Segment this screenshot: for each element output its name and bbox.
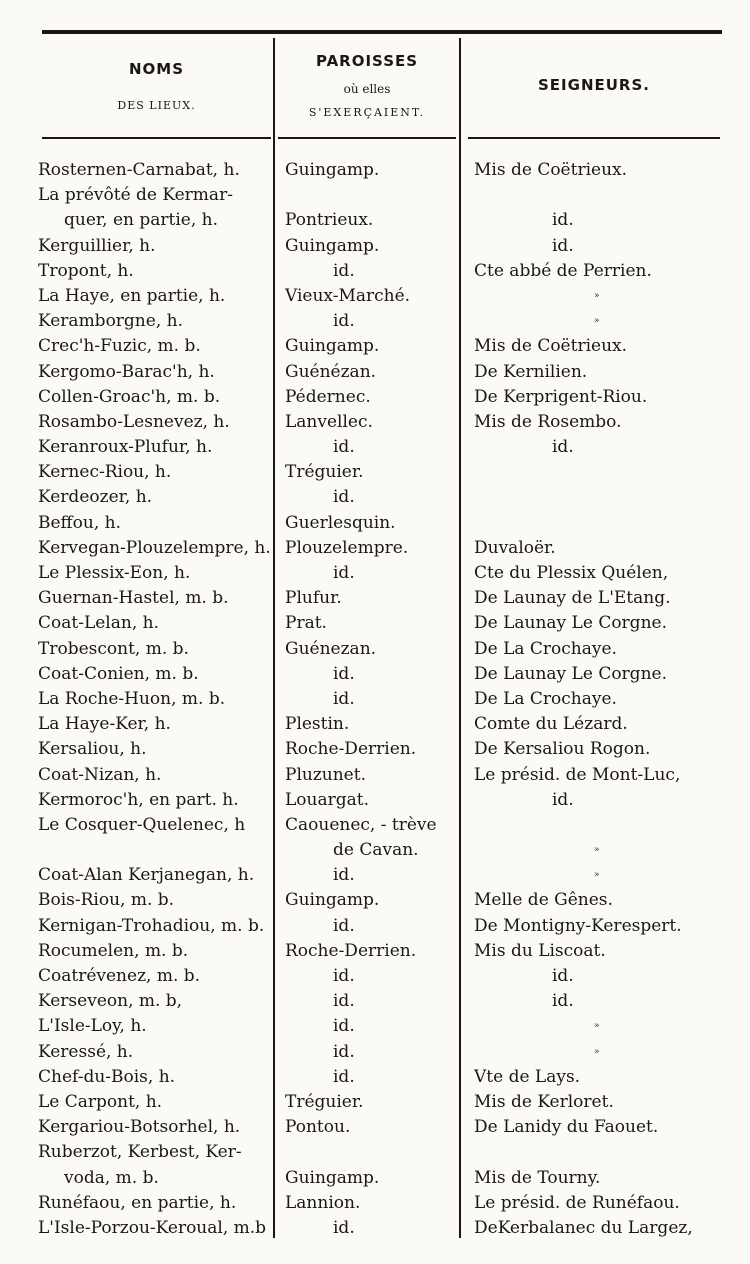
cell-paroisse: Guingamp. [285,890,380,911]
table-row [0,989,750,1014]
cell-paroisse: Guerlesquin. [285,512,396,533]
cell-seigneur: Comte du Lézard. [474,714,628,735]
cell-paroisse: Plufur. [285,588,342,609]
table-row [0,309,750,334]
header-paroisses-sub2: S'EXERÇAIENT. [308,106,426,119]
cell-lieu: Bois-Riou, m. b. [38,890,175,911]
table-row [0,611,750,636]
cell-lieu: quer, en partie, h. [64,210,219,231]
cell-lieu: Chef-du-Bois, h. [38,1066,176,1087]
header-paroisses: PAROISSES [315,52,419,70]
top-rule [42,30,722,34]
cell-lieu: Kergariou-Botsorhel, h. [38,1117,241,1138]
cell-paroisse: Tréguier. [285,462,364,483]
cell-seigneur: id. [552,235,574,256]
table-row [0,435,750,460]
cell-seigneur: De Kerprigent-Riou. [474,386,648,407]
table-row [0,964,750,989]
cell-paroisse: id. [333,563,355,583]
cell-seigneur: » [594,870,600,881]
table-row [0,360,750,385]
cell-paroisse: id. [333,1041,355,1062]
cell-lieu: Keressé, h. [38,1041,134,1062]
header-rule-3 [468,137,720,139]
cell-seigneur: De La Crochaye. [474,688,617,709]
cell-lieu: Rocumelen, m. b. [38,940,189,961]
table-row [0,536,750,561]
cell-lieu: Rosternen-Carnabat, h. [38,160,240,180]
cell-paroisse: id. [333,311,355,332]
table-row [0,234,750,259]
cell-lieu: Kersaliou, h. [38,739,147,760]
cell-seigneur: Le présid. de Runéfaou. [474,1192,680,1213]
table-row [0,385,750,410]
table-row [0,712,750,737]
table-row [0,410,750,435]
cell-paroisse: Guingamp. [285,1167,380,1188]
cell-paroisse: id. [333,260,355,281]
cell-lieu: Kerdeozer, h. [38,487,153,508]
table-row [0,1065,750,1090]
table-row [0,460,750,485]
table-row [0,1090,750,1115]
cell-seigneur: id. [552,210,574,231]
cell-lieu: voda, m. b. [64,1167,159,1188]
cell-lieu: Trobescont, m. b. [38,638,189,659]
cell-seigneur: DeKerbalanec du Largez, [474,1217,693,1238]
cell-lieu: Runéfaou, en partie, h. [38,1192,237,1213]
cell-seigneur: De Montigny-Kerespert. [474,915,682,936]
table-row [0,687,750,712]
table-row [0,763,750,788]
header-rule-2 [278,137,456,139]
cell-lieu: Coat-Lelan, h. [38,613,159,634]
cell-lieu: Kervegan-Plouzelempre, h. [38,537,271,558]
cell-lieu: Kergomo-Barac'h, h. [38,361,215,382]
cell-lieu: Beffou, h. [38,512,121,533]
cell-lieu: Le Plessix-Eon, h. [38,563,191,583]
table-row [0,863,750,888]
cell-paroisse: Pédernec. [285,386,371,407]
cell-seigneur: De Kersaliou Rogon. [474,739,651,760]
cell-lieu: La Roche-Huon, m. b. [38,688,226,709]
cell-seigneur: Cte du Plessix Quélen, [474,563,669,583]
header-noms: NOMS [128,60,185,78]
cell-paroisse: Prat. [285,613,327,634]
cell-lieu: L'Isle-Porzou-Keroual, m.b [38,1217,267,1238]
header-seigneurs: SEIGNEURS. [538,76,650,94]
table-row [0,813,750,838]
cell-seigneur: id. [552,437,574,458]
cell-paroisse: Guingamp. [285,235,380,256]
cell-paroisse: id. [333,991,355,1012]
cell-paroisse: Lannion. [285,1192,361,1213]
cell-paroisse: id. [333,865,355,886]
cell-paroisse: Pontrieux. [285,210,374,231]
cell-lieu: La Haye, en partie, h. [38,285,226,306]
table-row [0,914,750,939]
table-row [0,788,750,813]
table-row [0,1166,750,1191]
cell-lieu: Kermoroc'h, en part. h. [38,789,239,810]
cell-lieu: Ruberzot, Kerbest, Ker- [38,1142,242,1163]
cell-paroisse: Roche-Derrien. [285,940,417,961]
table-row [0,737,750,762]
table-row [0,1191,750,1216]
cell-paroisse: Caouenec, - trève [285,814,437,835]
cell-lieu: Tropont, h. [38,260,134,281]
cell-seigneur: Mis de Coëtrieux. [474,336,628,357]
cell-paroisse: Pluzunet. [285,764,366,785]
cell-paroisse: Roche-Derrien. [285,739,417,760]
table-row [0,334,750,359]
cell-paroisse: Lanvellec. [285,411,373,432]
table-row [0,1040,750,1065]
header-noms-subtitle: DES LIEUX. [117,99,196,112]
cell-seigneur: » [594,1046,600,1057]
cell-seigneur: » [594,845,600,856]
cell-seigneur: Mis de Rosembo. [474,411,622,432]
cell-seigneur: De Lanidy du Faouet. [474,1117,659,1138]
cell-seigneur: De Kernilien. [474,361,588,382]
cell-lieu: Kerseveon, m. b, [38,991,183,1012]
cell-paroisse: Guénézan. [285,361,377,382]
cell-lieu: Le Carpont, h. [38,1091,163,1112]
table-row [0,637,750,662]
cell-seigneur: » [594,290,600,301]
cell-paroisse: Tréguier. [285,1091,364,1112]
table-row [0,485,750,510]
cell-lieu: La Haye-Ker, h. [38,714,171,735]
table-row [0,838,750,863]
table-row [0,1216,750,1241]
cell-lieu: Kernigan-Trohadiou, m. b. [38,915,265,936]
cell-seigneur: id. [552,789,574,810]
cell-seigneur: » [594,1021,600,1032]
cell-paroisse: Louargat. [285,789,369,810]
cell-seigneur: Vte de Lays. [474,1066,581,1087]
cell-seigneur: De Launay de L'Etang. [474,588,671,609]
header-rule-1 [42,137,271,139]
table-row [0,1140,750,1165]
cell-seigneur: Mis de Coëtrieux. [474,160,628,180]
table-row [0,561,750,586]
table-row [0,511,750,536]
table-row [0,158,750,183]
table-row [0,183,750,208]
cell-lieu: Kerguillier, h. [38,235,156,256]
cell-lieu: Collen-Groac'h, m. b. [38,386,221,407]
cell-lieu: L'Isle-Loy, h. [38,1016,147,1037]
table-row [0,939,750,964]
cell-paroisse: Guingamp. [285,336,380,357]
cell-paroisse: Guingamp. [285,160,380,180]
cell-seigneur: Mis du Liscoat. [474,940,606,961]
table-row [0,1014,750,1039]
cell-seigneur: Duvaloër. [474,537,556,558]
table-row [0,888,750,913]
cell-lieu: Guernan-Hastel, m. b. [38,588,229,609]
cell-seigneur: Mis de Kerloret. [474,1091,614,1112]
cell-seigneur: Le présid. de Mont-Luc, [474,764,681,785]
table-row [0,662,750,687]
table-body [0,158,750,1241]
cell-lieu: Rosambo-Lesnevez, h. [38,411,230,432]
header-paroisses-sub1: où elles [343,82,391,96]
cell-paroisse: Plouzelempre. [285,537,409,558]
cell-paroisse: Vieux-Marché. [285,285,411,306]
cell-lieu: Le Cosquer-Quelenec, h [38,814,246,835]
cell-paroisse: id. [333,966,355,986]
table-row [0,259,750,284]
cell-seigneur: Mis de Tourny. [474,1167,601,1188]
cell-seigneur: Melle de Gênes. [474,890,613,911]
cell-seigneur: » [594,316,600,327]
cell-lieu: Keranroux-Plufur, h. [38,437,213,458]
cell-seigneur: Cte abbé de Perrien. [474,260,652,281]
cell-lieu: Kernec-Riou, h. [38,462,172,483]
cell-paroisse: id. [333,487,355,508]
cell-lieu: Coatrévenez, m. b. [38,966,201,986]
cell-paroisse: de Cavan. [333,840,419,861]
cell-seigneur: De La Crochaye. [474,638,617,659]
cell-paroisse: id. [333,915,355,936]
cell-lieu: Coat-Conien, m. b. [38,663,199,684]
cell-paroisse: id. [333,437,355,458]
table-row [0,284,750,309]
cell-lieu: Crec'h-Fuzic, m. b. [38,336,201,357]
cell-seigneur: De Launay Le Corgne. [474,663,667,684]
cell-lieu: Keramborgne, h. [38,311,183,332]
cell-paroisse: id. [333,688,355,709]
cell-lieu: Coat-Nizan, h. [38,764,162,785]
cell-seigneur: id. [552,991,574,1012]
cell-paroisse: Guénezan. [285,638,377,659]
cell-paroisse: id. [333,1016,355,1037]
cell-seigneur: De Launay Le Corgne. [474,613,667,634]
cell-lieu: Coat-Alan Kerjanegan, h. [38,865,255,886]
cell-lieu: La prévôté de Kermar- [38,185,233,206]
cell-paroisse: Plestin. [285,714,350,735]
table-row [0,208,750,233]
cell-paroisse: id. [333,1066,355,1087]
cell-paroisse: id. [333,663,355,684]
cell-paroisse: Pontou. [285,1117,351,1138]
table-row [0,586,750,611]
cell-paroisse: id. [333,1217,355,1238]
table-row [0,1115,750,1140]
cell-seigneur: id. [552,966,574,986]
